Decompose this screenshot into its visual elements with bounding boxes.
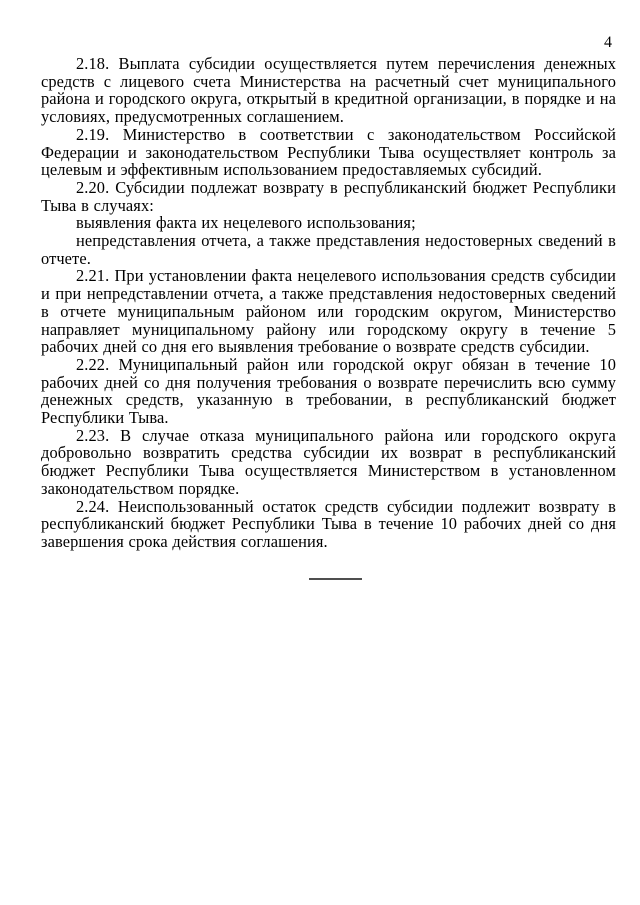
page-number: 4 [604,34,612,51]
paragraph-2-22: 2.22. Муниципальный район или городской округ обязан в течение 10 рабочих дней со дня получения требования о возврате перечислить всю сумму денежных средств, указанную в требовании, в республиканский бюджет Республики Тыва. [41,354,616,428]
paragraph-2-18: 2.18. Выплата субсидии осуществляется путем перечисления денежных средств с лицевого счета Министерства на расчетный счет муниципального района и городского округа, открытый в кредитной организации, в порядке и на условиях, предусмотренных соглашением. [41,54,616,127]
paragraph-2-20: 2.20. Субсидии подлежат возврату в республиканский бюджет Республики Тыва в случаях: [41,177,616,215]
paragraph-2-19: 2.19. Министерство в соответствии с законодательством Российской Федерации и законодательством Республики Тыва осуществляет контроль за целевым и эффективным использованием предоставляемых субсидий. [41,124,616,180]
list-item-report-not-submitted: непредставления отчета, а также представления недостоверных сведений в отчете. [41,231,616,268]
document-body [41,55,616,551]
paragraph-2-21: 2.21. При установлении факта нецелевого использования средств субсидии и при непредставлении отчета, а также представления недостоверных сведений в отчете муниципальным районом или городским округом, Министерство направляет муниципальному району или городскому округу в течение 5 рабочих дней со дня его выявления требование о возврате средств субсидии. [41,266,616,357]
list-item-misuse-detected: выявления факта их нецелевого использования; [76,213,416,233]
end-of-document-divider [309,578,362,580]
paragraph-2-24: 2.24. Неиспользованный остаток средств субсидии подлежит возврату в республиканский бюджет Республики Тыва в течение 10 рабочих дней со дня завершения срока действия соглашения. [41,496,616,551]
paragraph-2-23: 2.23. В случае отказа муниципального района или городского округа добровольно возвратить средства субсидии их возврат в республиканский бюджет Республики Тыва осуществляется Министерством в установленном законодательством порядке. [41,425,616,498]
